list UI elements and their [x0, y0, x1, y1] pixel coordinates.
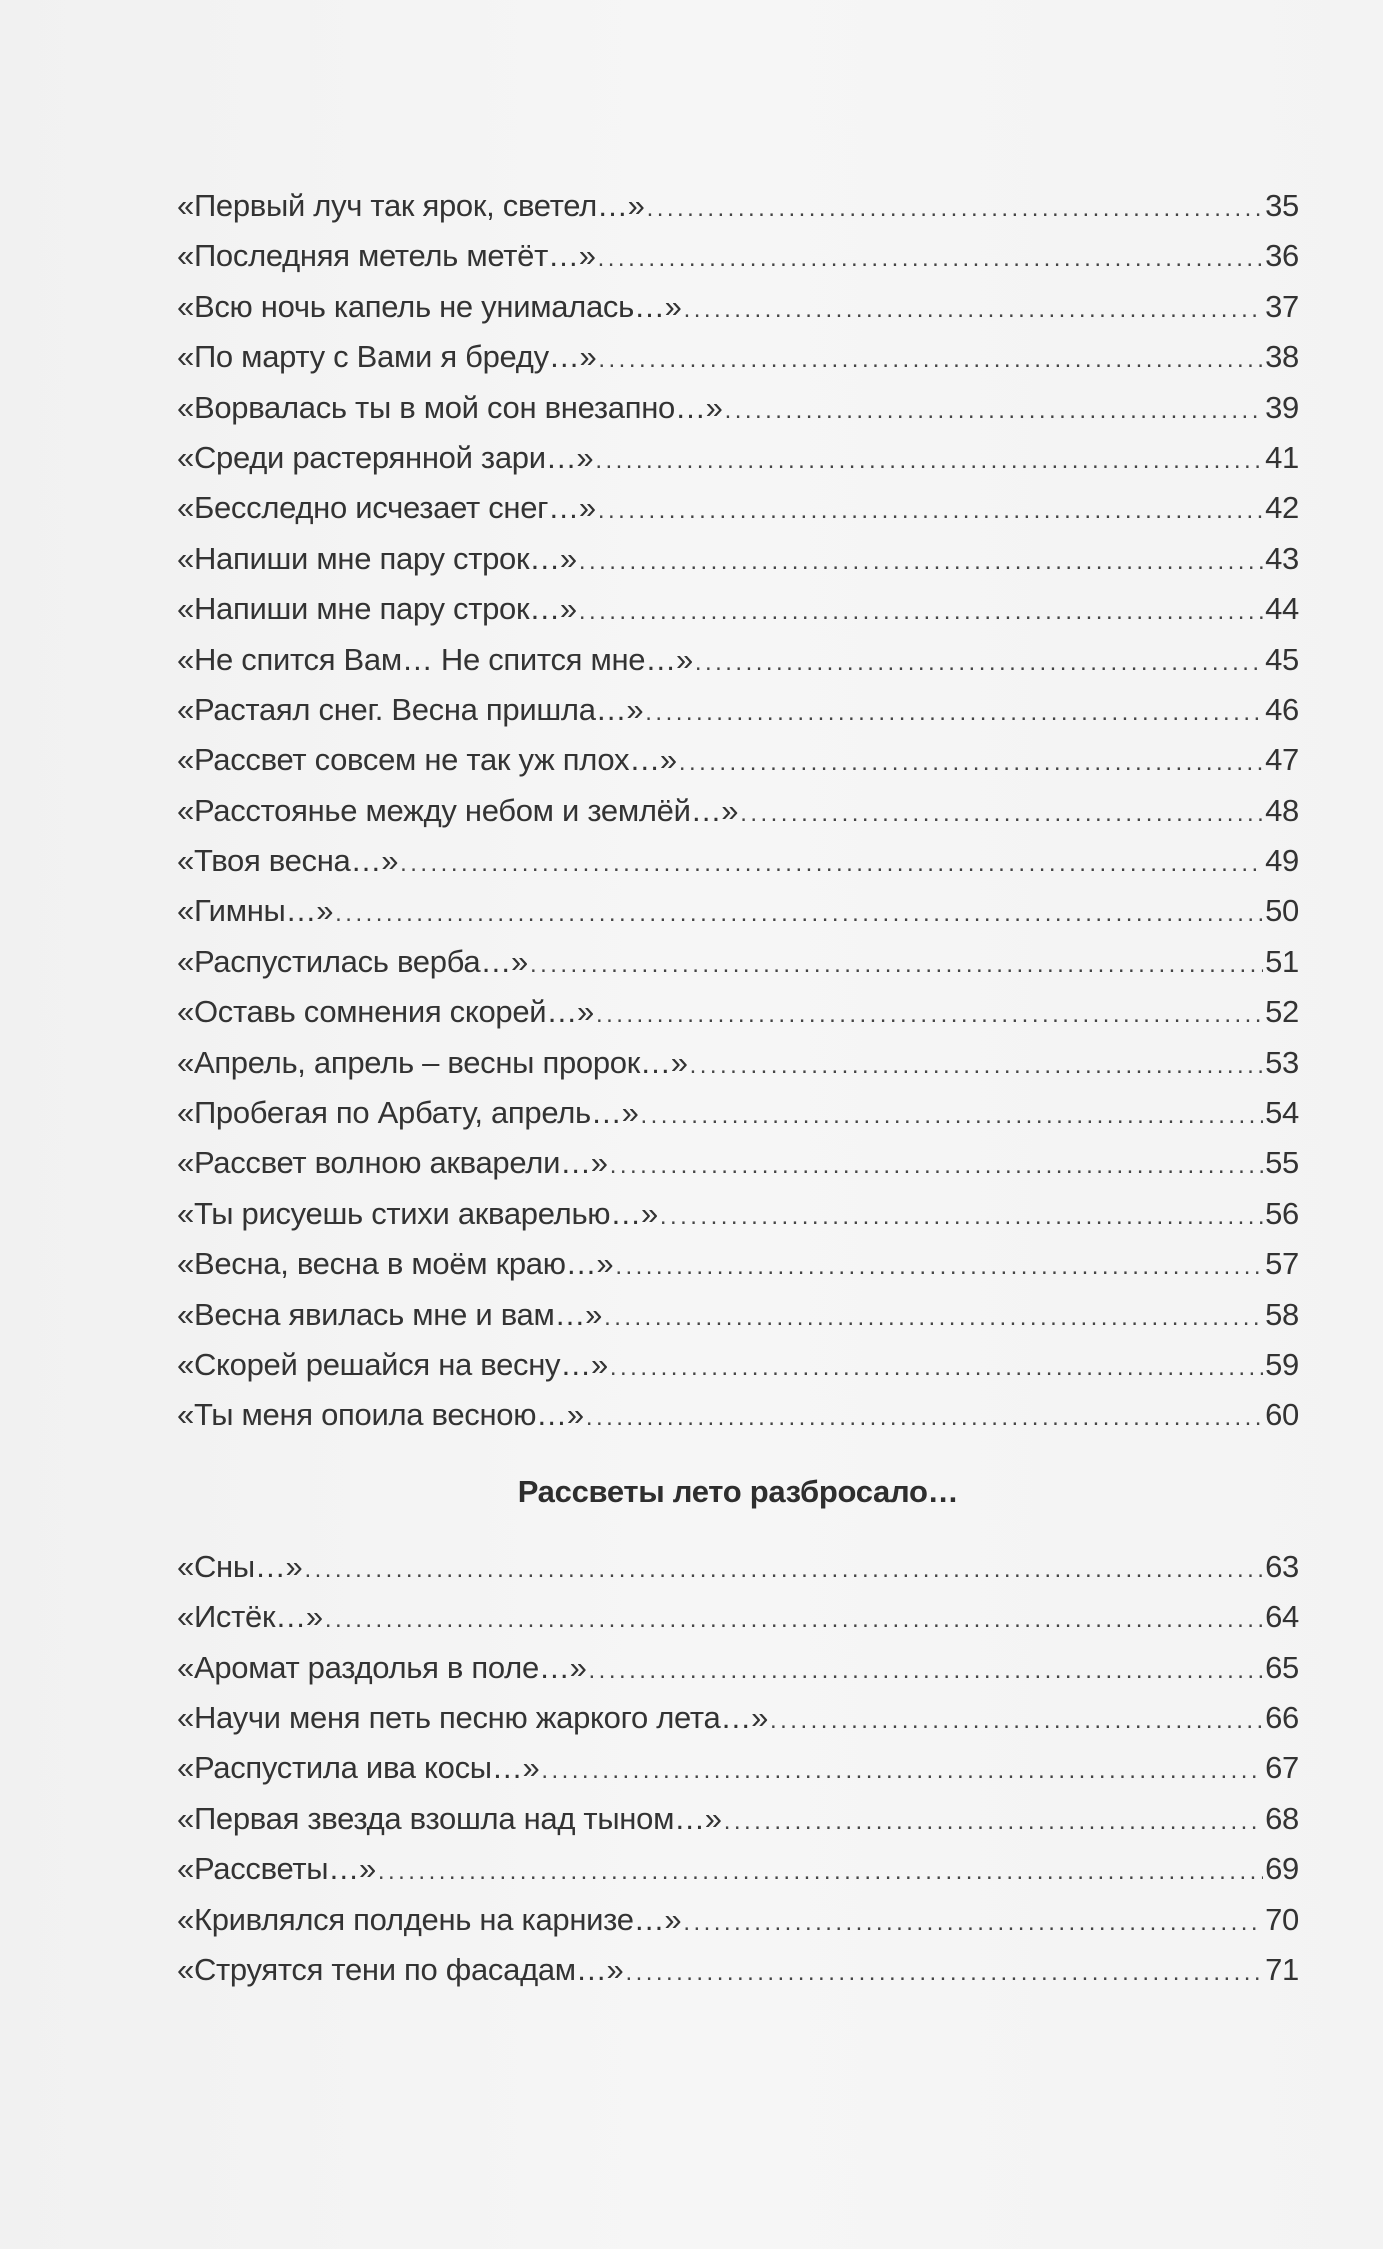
entry-title: «Не спится Вам… Не спится мне…» [177, 641, 693, 677]
entry-page-number: 41 [1265, 439, 1299, 475]
entry-title: «Скорей решайся на весну…» [177, 1346, 608, 1382]
entry-title: «Первая звезда взошла над тыном…» [177, 1800, 722, 1836]
toc-entry [177, 231, 1299, 281]
entry-title: «Растаял снег. Весна пришла…» [177, 691, 644, 727]
toc-entry [177, 1794, 1299, 1844]
toc-entry [177, 1693, 1299, 1743]
dot-leader [598, 486, 1263, 536]
entry-title: «Научи меня петь песню жаркого лета…» [177, 1699, 769, 1735]
entry-page-number: 58 [1265, 1296, 1299, 1332]
dot-leader [598, 335, 1263, 385]
entry-page-number: 49 [1265, 843, 1299, 879]
entry-page-number: 55 [1265, 1145, 1299, 1181]
entry-title: «Гимны…» [177, 893, 334, 929]
entry-title: «Апрель, апрель – весны пророк…» [177, 1044, 688, 1080]
entry-page-number: 39 [1265, 389, 1299, 425]
entry-title: «Бесследно исчезает снег…» [177, 490, 596, 526]
entry-title: «Сны…» [177, 1548, 303, 1584]
toc-entry [177, 1390, 1299, 1440]
entry-page-number: 51 [1265, 943, 1299, 979]
entry-page-number: 42 [1265, 490, 1299, 526]
entry-page-number: 37 [1265, 288, 1299, 324]
entry-page-number: 69 [1265, 1851, 1299, 1887]
toc-entry [177, 685, 1299, 735]
toc-entry [177, 937, 1299, 987]
toc-entry [177, 836, 1299, 886]
dot-leader [740, 789, 1263, 839]
toc-entry [177, 1088, 1299, 1138]
entry-title: «Последняя метель метёт…» [177, 238, 596, 274]
entry-page-number: 60 [1265, 1397, 1299, 1433]
entry-page-number: 45 [1265, 641, 1299, 677]
table-of-contents [177, 181, 1299, 1995]
dot-leader [530, 940, 1263, 990]
entry-title: «Напиши мне пару строк…» [177, 540, 577, 576]
toc-entry [177, 1592, 1299, 1642]
dot-leader [400, 839, 1263, 889]
entry-page-number: 57 [1265, 1246, 1299, 1282]
entry-title: «Рассветы…» [177, 1851, 376, 1887]
entry-title: «Струятся тени по фасадам…» [177, 1951, 624, 1987]
toc-entry [177, 1643, 1299, 1693]
dot-leader [610, 1343, 1263, 1393]
entry-page-number: 50 [1265, 893, 1299, 929]
toc-entry [177, 282, 1299, 332]
toc-entry [177, 483, 1299, 533]
dot-leader [579, 537, 1263, 587]
dot-leader [325, 1595, 1263, 1645]
dot-leader [725, 386, 1263, 436]
entry-title: «Истёк…» [177, 1599, 323, 1635]
entry-title: «По марту с Вами я бреду…» [177, 339, 597, 375]
toc-entry [177, 584, 1299, 634]
entry-title: «Рассвет совсем не так уж плох…» [177, 742, 677, 778]
dot-leader [541, 1746, 1263, 1796]
dot-leader [695, 638, 1263, 688]
toc-entry [177, 635, 1299, 685]
entry-page-number: 65 [1265, 1649, 1299, 1685]
entry-title: «Ты меня опоила весною…» [177, 1397, 584, 1433]
entry-title: «Ворвалась ты в мой сон внезапно…» [177, 389, 723, 425]
toc-entry [177, 332, 1299, 382]
entry-page-number: 43 [1265, 540, 1299, 576]
entry-page-number: 59 [1265, 1346, 1299, 1382]
entry-title: «Весна, весна в моём краю…» [177, 1246, 614, 1282]
toc-entry [177, 786, 1299, 836]
entry-page-number: 67 [1265, 1750, 1299, 1786]
section-heading: Рассветы лето разбросало… [517, 1473, 959, 1509]
entry-title: «Среди растерянной зари…» [177, 439, 594, 475]
toc-entry [177, 1542, 1299, 1592]
entry-page-number: 48 [1265, 792, 1299, 828]
toc-entry [177, 534, 1299, 584]
dot-leader [683, 1898, 1263, 1948]
entry-page-number: 71 [1265, 1951, 1299, 1987]
dot-leader [595, 436, 1263, 486]
entry-page-number: 53 [1265, 1044, 1299, 1080]
entry-page-number: 46 [1265, 691, 1299, 727]
entry-page-number: 56 [1265, 1195, 1299, 1231]
entry-title: «Твоя весна…» [177, 843, 399, 879]
entry-title: «Первый луч так ярок, светел…» [177, 188, 645, 223]
dot-leader [579, 587, 1263, 637]
toc-entry [177, 1239, 1299, 1289]
entry-page-number: 38 [1265, 339, 1299, 375]
dot-leader [660, 1192, 1263, 1242]
entry-page-number: 68 [1265, 1800, 1299, 1836]
toc-entry [177, 735, 1299, 785]
entry-page-number: 52 [1265, 994, 1299, 1030]
entry-title: «Кривлялся полдень на карнизе…» [177, 1901, 682, 1937]
entry-title: «Распустилась верба…» [177, 943, 529, 979]
dot-leader [647, 184, 1264, 234]
entry-title: «Ты рисуешь стихи акварелью…» [177, 1195, 658, 1231]
entry-page-number: 54 [1265, 1095, 1299, 1131]
entry-page-number: 66 [1265, 1699, 1299, 1735]
entry-title: «Оставь сомнения скорей…» [177, 994, 594, 1030]
entry-title: «Напиши мне пару строк…» [177, 591, 577, 627]
entry-title: «Всю ночь капель не унималась…» [177, 288, 682, 324]
toc-entry [177, 1340, 1299, 1390]
dot-leader [641, 1091, 1264, 1141]
dot-leader [690, 1041, 1263, 1091]
toc-entry [177, 1290, 1299, 1340]
dot-leader [679, 738, 1263, 788]
toc-entry [177, 181, 1299, 231]
dot-leader [589, 1646, 1264, 1696]
dot-leader [586, 1393, 1263, 1443]
dot-leader [645, 688, 1263, 738]
dot-leader [596, 990, 1263, 1040]
dot-leader [604, 1293, 1263, 1343]
toc-entry [177, 886, 1299, 936]
toc-entry [177, 1743, 1299, 1793]
dot-leader [625, 1948, 1263, 1998]
dot-leader [378, 1847, 1263, 1897]
entry-title: «Распустила ива косы…» [177, 1750, 540, 1786]
entry-page-number: 64 [1265, 1599, 1299, 1635]
entry-title: «Весна явилась мне и вам…» [177, 1296, 603, 1332]
toc-entry [177, 1844, 1299, 1894]
entry-page-number: 35 [1265, 188, 1299, 223]
toc-entry [177, 1945, 1299, 1995]
toc-entry [177, 1189, 1299, 1239]
entry-page-number: 47 [1265, 742, 1299, 778]
dot-leader [598, 234, 1263, 284]
dot-leader [684, 285, 1264, 335]
entry-page-number: 36 [1265, 238, 1299, 274]
entry-page-number: 44 [1265, 591, 1299, 627]
dot-leader [304, 1545, 1263, 1595]
dot-leader [724, 1797, 1263, 1847]
entry-page-number: 70 [1265, 1901, 1299, 1937]
entry-title: «Аромат раздолья в поле…» [177, 1649, 587, 1685]
toc-entry [177, 987, 1299, 1037]
toc-entry [177, 1038, 1299, 1088]
toc-entry [177, 1138, 1299, 1188]
dot-leader [335, 889, 1263, 939]
entry-title: «Пробегая по Арбату, апрель…» [177, 1095, 639, 1131]
toc-entry [177, 1895, 1299, 1945]
toc-entry [177, 433, 1299, 483]
toc-entry [177, 383, 1299, 433]
dot-leader [770, 1696, 1263, 1746]
entry-page-number: 63 [1265, 1548, 1299, 1584]
dot-leader [610, 1141, 1263, 1191]
dot-leader [615, 1242, 1263, 1292]
entry-title: «Расстоянье между небом и землёй…» [177, 792, 739, 828]
entry-title: «Рассвет волною акварели…» [177, 1145, 608, 1181]
